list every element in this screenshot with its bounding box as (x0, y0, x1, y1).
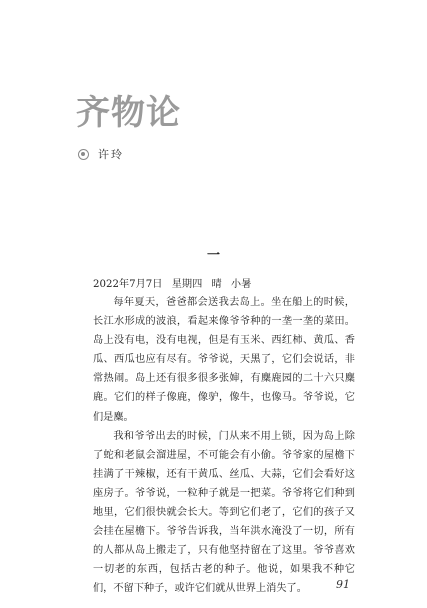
page-number: 91 (336, 578, 350, 591)
circle-bullet-icon (78, 149, 89, 160)
diary-date-line: 2022年7月7日 星期四 晴 小暑 (93, 279, 252, 290)
article-title: 齐物论 (76, 93, 181, 133)
article-body (93, 293, 355, 599)
author-line (78, 146, 124, 162)
paragraph: 每年夏天，爸爸都会送我去岛上。坐在船上的时候，长江水形成的波浪，看起来像爷爷种的一垄一垄的菜田。岛上没有电，没有电视，但是有玉米、西红柿、黄瓜、香瓜、西瓜也应有尽有。爷爷说，天黑了，它们会说话，非常热闹。岛上还有很多很多张婶，有麋鹿园的二十六只麋鹿。它们的样子像鹿，像驴，像牛，也像马。爷爷说，它们是麋。 (93, 297, 355, 423)
section-number: 一 (206, 248, 220, 263)
author-name: 许玲 (98, 148, 124, 161)
paragraph: 我和爷爷出去的时候，门从来不用上锁，因为岛上除了蛇和老鼠会溜进屋，不可能会有小偷。爷爷家的屋檐下挂满了干辣椒，还有干黄瓜、丝瓜、大蒜，它们会看好这座房子。爷爷说，一粒种子就是一把菜。爷爷将它们种到地里，它们很快就会长大。等到它们老了，它们的孩子又会挂在屋檐下。爷爷告诉我，当年洪水淹没了一切，所有的人都从岛上搬走了，只有他坚持留在了这里。爷爷喜欢一切老的东西，包括古老的种子。他说，如果我不种它们，不留下种子，或许它们就从世界上消失了。 (93, 430, 355, 595)
